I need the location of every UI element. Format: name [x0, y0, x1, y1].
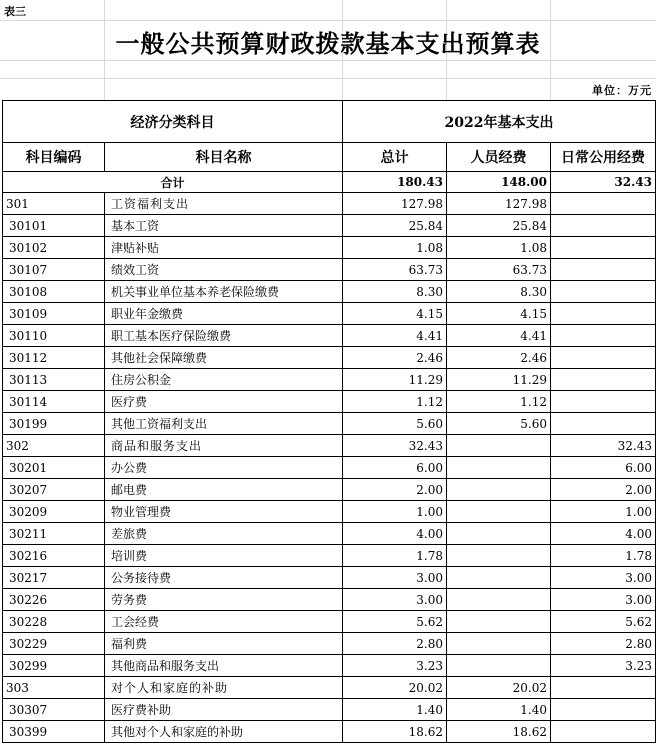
row-daily: 2.00	[551, 479, 656, 501]
row-daily: 2.80	[551, 633, 656, 655]
row-name: 机关事业单位基本养老保险缴费	[105, 281, 343, 303]
row-daily	[551, 369, 656, 391]
row-daily: 4.00	[551, 523, 656, 545]
row-total: 2.46	[343, 347, 447, 369]
row-code: 30101	[3, 215, 105, 237]
row-name: 其他工资福利支出	[105, 413, 343, 435]
row-code: 30107	[3, 259, 105, 281]
row-personnel	[447, 479, 551, 501]
row-name: 办公费	[105, 457, 343, 479]
row-name: 医疗费	[105, 391, 343, 413]
row-daily: 3.23	[551, 655, 656, 677]
gridline	[0, 60, 656, 61]
row-daily	[551, 259, 656, 281]
row-name: 商品和服务支出	[105, 435, 343, 457]
row-total: 63.73	[343, 259, 447, 281]
row-name: 福利费	[105, 633, 343, 655]
row-personnel: 4.15	[447, 303, 551, 325]
row-daily	[551, 699, 656, 721]
row-code: 30307	[3, 699, 105, 721]
row-total: 3.23	[343, 655, 447, 677]
row-name: 对个人和家庭的补助	[105, 677, 343, 699]
row-total: 25.84	[343, 215, 447, 237]
row-personnel: 5.60	[447, 413, 551, 435]
table-row	[3, 347, 656, 369]
row-personnel: 20.02	[447, 677, 551, 699]
row-personnel: 1.08	[447, 237, 551, 259]
row-name: 其他对个人和家庭的补助	[105, 721, 343, 743]
table-row	[3, 589, 656, 611]
table-row	[3, 501, 656, 523]
row-code: 30110	[3, 325, 105, 347]
table-row	[3, 193, 656, 215]
row-total: 32.43	[343, 435, 447, 457]
row-daily: 6.00	[551, 457, 656, 479]
table-row	[3, 677, 656, 699]
row-personnel: 1.12	[447, 391, 551, 413]
name-column-header: 科目名称	[105, 143, 343, 172]
row-daily	[551, 721, 656, 743]
row-total: 1.08	[343, 237, 447, 259]
table-row	[3, 721, 656, 743]
row-total: 3.00	[343, 567, 447, 589]
page-title: 一般公共预算财政拨款基本支出预算表	[115, 29, 541, 58]
row-daily	[551, 677, 656, 699]
row-code: 30226	[3, 589, 105, 611]
table-row	[3, 237, 656, 259]
row-code: 30112	[3, 347, 105, 369]
table-row	[3, 479, 656, 501]
row-total: 11.29	[343, 369, 447, 391]
total-column-header: 总计	[343, 143, 447, 172]
row-personnel	[447, 523, 551, 545]
table-row	[3, 457, 656, 479]
row-total: 1.40	[343, 699, 447, 721]
row-personnel	[447, 633, 551, 655]
table-row	[3, 545, 656, 567]
header-row-2	[3, 143, 656, 172]
econ-class-header: 经济分类科目	[3, 101, 343, 143]
row-total: 1.12	[343, 391, 447, 413]
total-amount: 180.43	[343, 172, 447, 193]
row-personnel	[447, 655, 551, 677]
row-name: 差旅费	[105, 523, 343, 545]
row-personnel	[447, 435, 551, 457]
total-daily: 32.43	[551, 172, 656, 193]
row-total: 2.00	[343, 479, 447, 501]
row-total: 127.98	[343, 193, 447, 215]
row-name: 其他商品和服务支出	[105, 655, 343, 677]
row-personnel: 2.46	[447, 347, 551, 369]
table-row	[3, 281, 656, 303]
row-total: 4.41	[343, 325, 447, 347]
row-code: 30102	[3, 237, 105, 259]
row-daily	[551, 193, 656, 215]
header-row-1	[3, 101, 656, 143]
row-personnel: 4.41	[447, 325, 551, 347]
row-daily	[551, 413, 656, 435]
row-code: 30216	[3, 545, 105, 567]
table-row	[3, 435, 656, 457]
row-code: 30113	[3, 369, 105, 391]
daily-column-header: 日常公用经费	[551, 143, 656, 172]
table-row	[3, 391, 656, 413]
row-name: 职工基本医疗保险缴费	[105, 325, 343, 347]
code-column-header: 科目编码	[3, 143, 105, 172]
row-code: 30399	[3, 721, 105, 743]
row-daily	[551, 347, 656, 369]
personnel-column-header: 人员经费	[447, 143, 551, 172]
row-total: 5.60	[343, 413, 447, 435]
row-code: 30114	[3, 391, 105, 413]
row-code: 30201	[3, 457, 105, 479]
row-personnel	[447, 611, 551, 633]
row-personnel	[447, 589, 551, 611]
row-daily	[551, 325, 656, 347]
row-code: 303	[3, 677, 105, 699]
row-personnel	[447, 457, 551, 479]
row-personnel: 25.84	[447, 215, 551, 237]
budget-table	[2, 100, 656, 743]
row-daily: 1.78	[551, 545, 656, 567]
row-code: 30228	[3, 611, 105, 633]
row-daily	[551, 391, 656, 413]
row-total: 18.62	[343, 721, 447, 743]
row-personnel: 127.98	[447, 193, 551, 215]
row-code: 30299	[3, 655, 105, 677]
row-code: 30229	[3, 633, 105, 655]
row-name: 津贴补贴	[105, 237, 343, 259]
table-row	[3, 259, 656, 281]
row-code: 30108	[3, 281, 105, 303]
row-daily: 3.00	[551, 567, 656, 589]
row-name: 职业年金缴费	[105, 303, 343, 325]
unit-label: 单位：万元	[592, 84, 652, 97]
gridline	[0, 78, 656, 79]
row-name: 物业管理费	[105, 501, 343, 523]
row-daily	[551, 281, 656, 303]
total-label: 合计	[3, 172, 343, 193]
row-personnel: 8.30	[447, 281, 551, 303]
row-total: 8.30	[343, 281, 447, 303]
row-total: 20.02	[343, 677, 447, 699]
row-total: 3.00	[343, 589, 447, 611]
row-daily: 5.62	[551, 611, 656, 633]
row-name: 其他社会保障缴费	[105, 347, 343, 369]
row-name: 培训费	[105, 545, 343, 567]
table-row	[3, 215, 656, 237]
row-personnel	[447, 567, 551, 589]
row-personnel	[447, 545, 551, 567]
row-total: 1.00	[343, 501, 447, 523]
gridline	[0, 20, 656, 21]
row-code: 30209	[3, 501, 105, 523]
total-row	[3, 172, 656, 193]
row-name: 基本工资	[105, 215, 343, 237]
row-total: 1.78	[343, 545, 447, 567]
row-code: 30211	[3, 523, 105, 545]
row-personnel: 63.73	[447, 259, 551, 281]
table-row	[3, 325, 656, 347]
row-name: 医疗费补助	[105, 699, 343, 721]
row-daily	[551, 237, 656, 259]
row-daily	[551, 303, 656, 325]
row-code: 30207	[3, 479, 105, 501]
row-total: 2.80	[343, 633, 447, 655]
table-row	[3, 611, 656, 633]
total-personnel: 148.00	[447, 172, 551, 193]
row-personnel: 18.62	[447, 721, 551, 743]
row-total: 4.00	[343, 523, 447, 545]
row-daily: 1.00	[551, 501, 656, 523]
row-code: 302	[3, 435, 105, 457]
row-code: 301	[3, 193, 105, 215]
row-daily	[551, 215, 656, 237]
row-code: 30217	[3, 567, 105, 589]
table-row	[3, 567, 656, 589]
row-personnel: 1.40	[447, 699, 551, 721]
row-name: 绩效工资	[105, 259, 343, 281]
row-personnel	[447, 501, 551, 523]
row-name: 工资福利支出	[105, 193, 343, 215]
row-daily: 32.43	[551, 435, 656, 457]
row-code: 30109	[3, 303, 105, 325]
sheet-label: 表三	[4, 5, 26, 18]
row-daily: 3.00	[551, 589, 656, 611]
row-code: 30199	[3, 413, 105, 435]
row-name: 住房公积金	[105, 369, 343, 391]
table-row	[3, 413, 656, 435]
table-row	[3, 303, 656, 325]
year-expense-header: 2022年基本支出	[343, 101, 656, 143]
row-total: 6.00	[343, 457, 447, 479]
row-personnel: 11.29	[447, 369, 551, 391]
row-total: 5.62	[343, 611, 447, 633]
row-name: 公务接待费	[105, 567, 343, 589]
table-row	[3, 369, 656, 391]
table-row	[3, 655, 656, 677]
row-name: 邮电费	[105, 479, 343, 501]
table-row	[3, 633, 656, 655]
table-row	[3, 699, 656, 721]
row-total: 4.15	[343, 303, 447, 325]
row-name: 工会经费	[105, 611, 343, 633]
table-row	[3, 523, 656, 545]
row-name: 劳务费	[105, 589, 343, 611]
